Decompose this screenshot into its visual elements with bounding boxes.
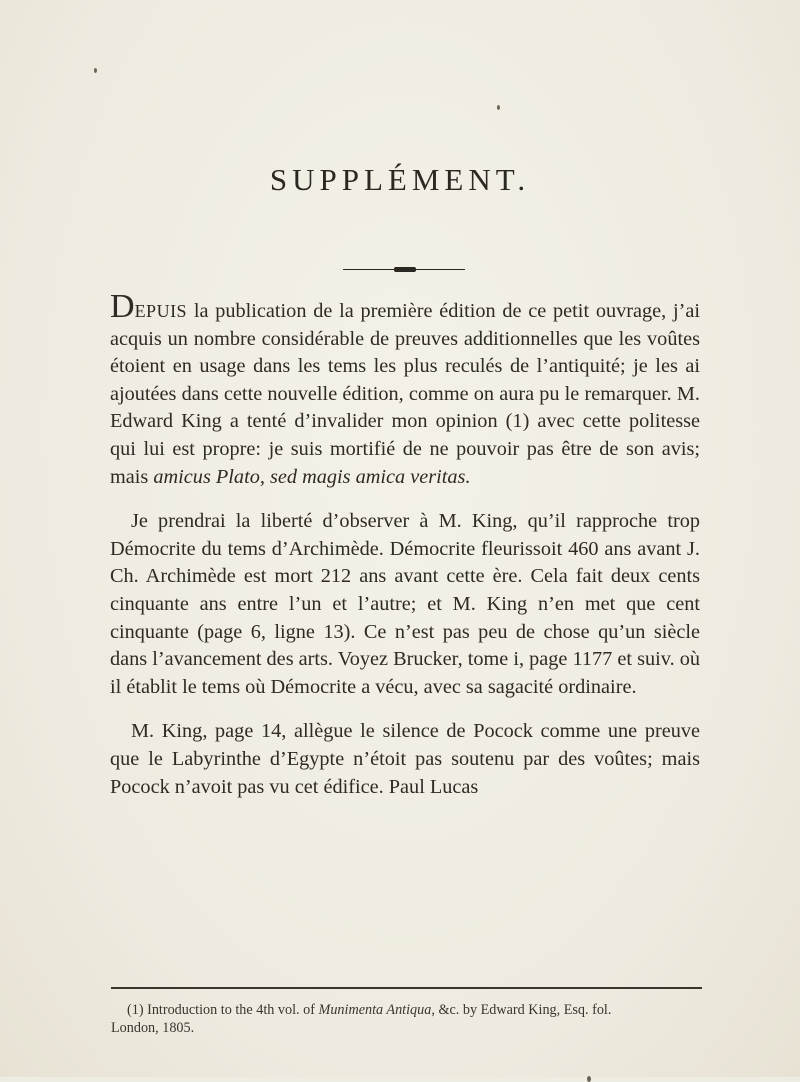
- small-caps-opening: EPUIS: [134, 301, 188, 321]
- ink-speck: [497, 105, 500, 110]
- footnote-line-2: London, 1805.: [111, 1020, 195, 1036]
- ornament-center: [394, 267, 416, 272]
- body-text: [110, 288, 700, 801]
- footnote-title: Munimenta Antiqua: [318, 1002, 432, 1018]
- footnote-text-start: (1) Introduction to the 4th vol. of: [127, 1002, 319, 1018]
- ink-speck: [94, 68, 97, 73]
- footnote: [111, 1001, 702, 1037]
- drop-cap: D: [110, 288, 135, 325]
- paragraph-3: M. King, page 14, allègue le silence de Pocock comme une preuve que le Labyrinthe d’Egypte n’étoit pas soutenu par des voûtes; mais Pocock n’avoit pas vu cet édifice. Paul Lucas: [110, 720, 700, 798]
- paragraph-2: Je prendrai la liberté d’observer à M. King, qu’il rapproche trop Démocrite du tems d’Archimède. Démocrite fleurissoit 460 ans avant J. Ch. Archimède est mort 212 ans avant cette ère. Cela fait deux cents cinquante ans entre l’un et l’autre; et M. King n’en met que cent cinquante (page 6, ligne 13). Ce n’est pas peu de chose qu’un siècle dans l’avancement des arts. Voyez Brucker, tome i, page 1177 et suiv. où il établit le tems où Démocrite a vécu, avec sa sagacité ordinaire.: [110, 510, 700, 698]
- title-ornament: [343, 267, 465, 273]
- paragraph-1: [110, 288, 700, 491]
- footnote-rule: [111, 987, 702, 989]
- paragraph-1-text: la publication de la première édition de ce petit ouvrage, j’ai acquis un nombre considérable de preuves additionnelles que les voûtes étoient en usage dans les tems les plus reculés de l’antiquité; je les ai ajoutées dans cette nouvelle édition, comme on aura pu le remarquer. M. Edward King a tenté d’invalider mon opinion (1) avec cette politesse qui lui est propre: je suis mortifié de ne pouvoir pas être de son avis; mais: [110, 300, 700, 488]
- page-title: SUPPLÉMENT.: [269, 162, 531, 197]
- footnote-text-end: , &c. by Edward King, Esq. fol.: [431, 1002, 612, 1018]
- latin-quote: amicus Plato, sed magis amica veritas.: [153, 465, 471, 488]
